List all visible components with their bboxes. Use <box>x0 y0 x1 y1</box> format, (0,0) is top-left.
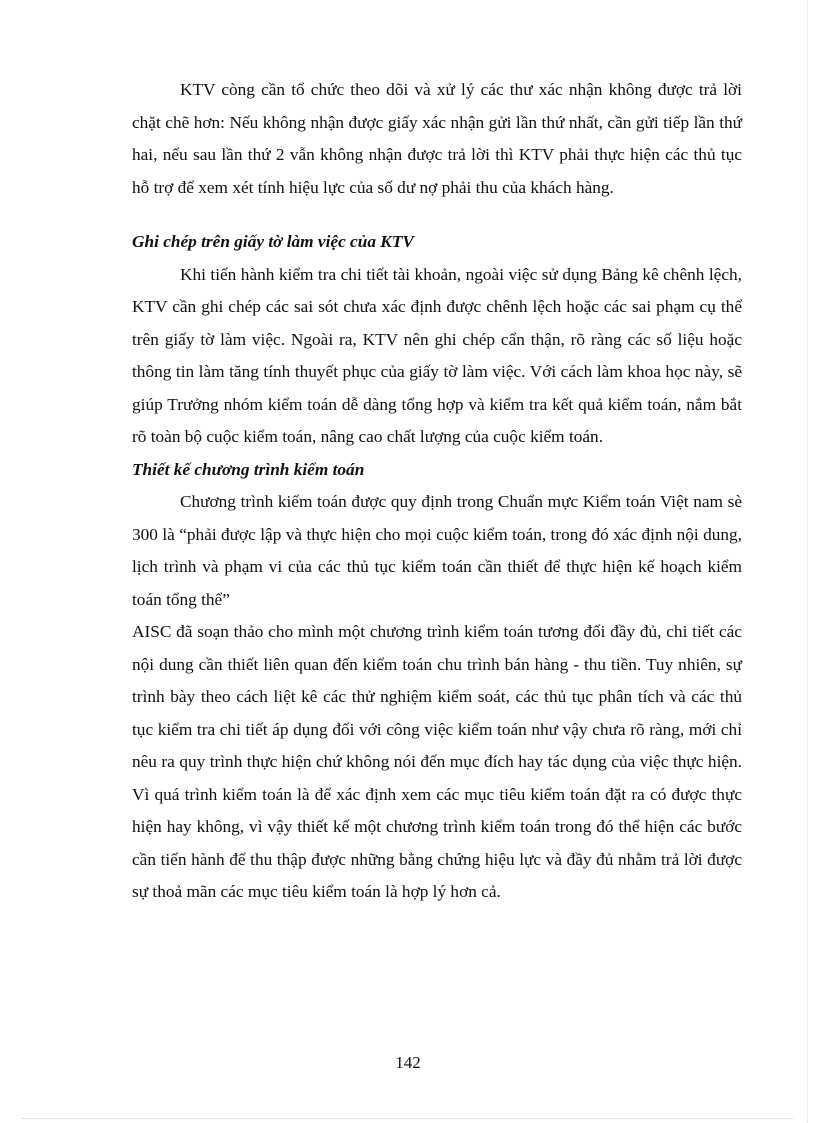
paragraph-gap <box>132 204 742 226</box>
paragraph-audit-standard: Chương trình kiểm toán được quy định trong Chuẩn mực Kiểm toán Việt nam sè 300 là “phải được lập và thực hiện cho mọi cuộc kiểm toán, trong đó xác định nội dung, lịch trình và phạm vi của các thủ tục kiểm toán cần thiết để thực hiện kế hoạch kiểm toán tổng thể” <box>132 492 742 609</box>
paragraph-aisc-program: AISC đã soạn thảo cho mình một chương trình kiểm toán tương đối đầy đủ, chi tiết các nội dung cần thiết liên quan đến kiểm toán chu trình bán hàng - thu tiền. Tuy nhiên, sự trình bày theo cách liệt kê các thử nghiệm kiểm soát, các thủ tục phân tích và các thủ tục kiểm tra chi tiết áp dụng đối với công việc kiểm toán như vậy chưa rõ ràng, mới chỉ nêu ra quy trình thực hiện chứ không nói đến mục đích hay tác dụng của việc thực hiện. Vì quá trình kiểm toán là để xác định xem các mục tiêu kiểm toán đặt ra có được thực hiện hay không, vì vậy thiết kế một chương trình kiểm toán trong đó thể hiện các bước cần tiến hành để thu thập được những bằng chứng hiệu lực và đầy đủ nhằm trả lời được sự thoả mãn các mục tiêu kiểm toán là hợp lý hơn cả. <box>132 622 742 901</box>
page-edge-rule <box>807 0 808 1123</box>
heading-audit-program: Thiết kế chương trình kiểm toán <box>132 459 365 479</box>
page-number: 142 <box>395 1053 421 1072</box>
paragraph-working-papers: Khi tiến hành kiểm tra chi tiết tài khoản, ngoài việc sử dụng Bảng kê chênh lệch, KTV cần ghi chép các sai sót chưa xác định được chênh lệch hoặc các sai phạm cụ thể trên giấy tờ làm việc. Ngoài ra, KTV nên ghi chép cẩn thận, rõ ràng các số liệu hoặc thông tin làm tăng tính thuyết phục của giấy tờ làm việc. Với cách làm khoa học này, sẽ giúp Trưởng nhóm kiểm toán dễ dàng tổng hợp và kiểm tra kết quả kiểm toán, nắm bắt rõ toàn bộ cuộc kiểm toán, nâng cao chất lượng của cuộc kiểm toán. <box>132 264 742 446</box>
page-bottom-rule <box>22 1118 794 1119</box>
paragraph-confirmation-letters: KTV còng cần tổ chức theo dõi và xử lý các thư xác nhận không được trả lời chặt chẽ hơn: Nếu không nhận được giấy xác nhận gửi lần thứ nhất, cần gửi tiếp lần thứ hai, nếu sau lần thứ 2 vẫn không nhận được trả lời thì KTV phải thực hiện các thủ tục hỗ trợ để xem xét tính hiệu lực của số dư nợ phải thu của khách hàng. <box>132 80 742 197</box>
document-body <box>132 74 742 909</box>
heading-working-papers: Ghi chép trên giấy tờ làm việc của KTV <box>132 232 414 251</box>
